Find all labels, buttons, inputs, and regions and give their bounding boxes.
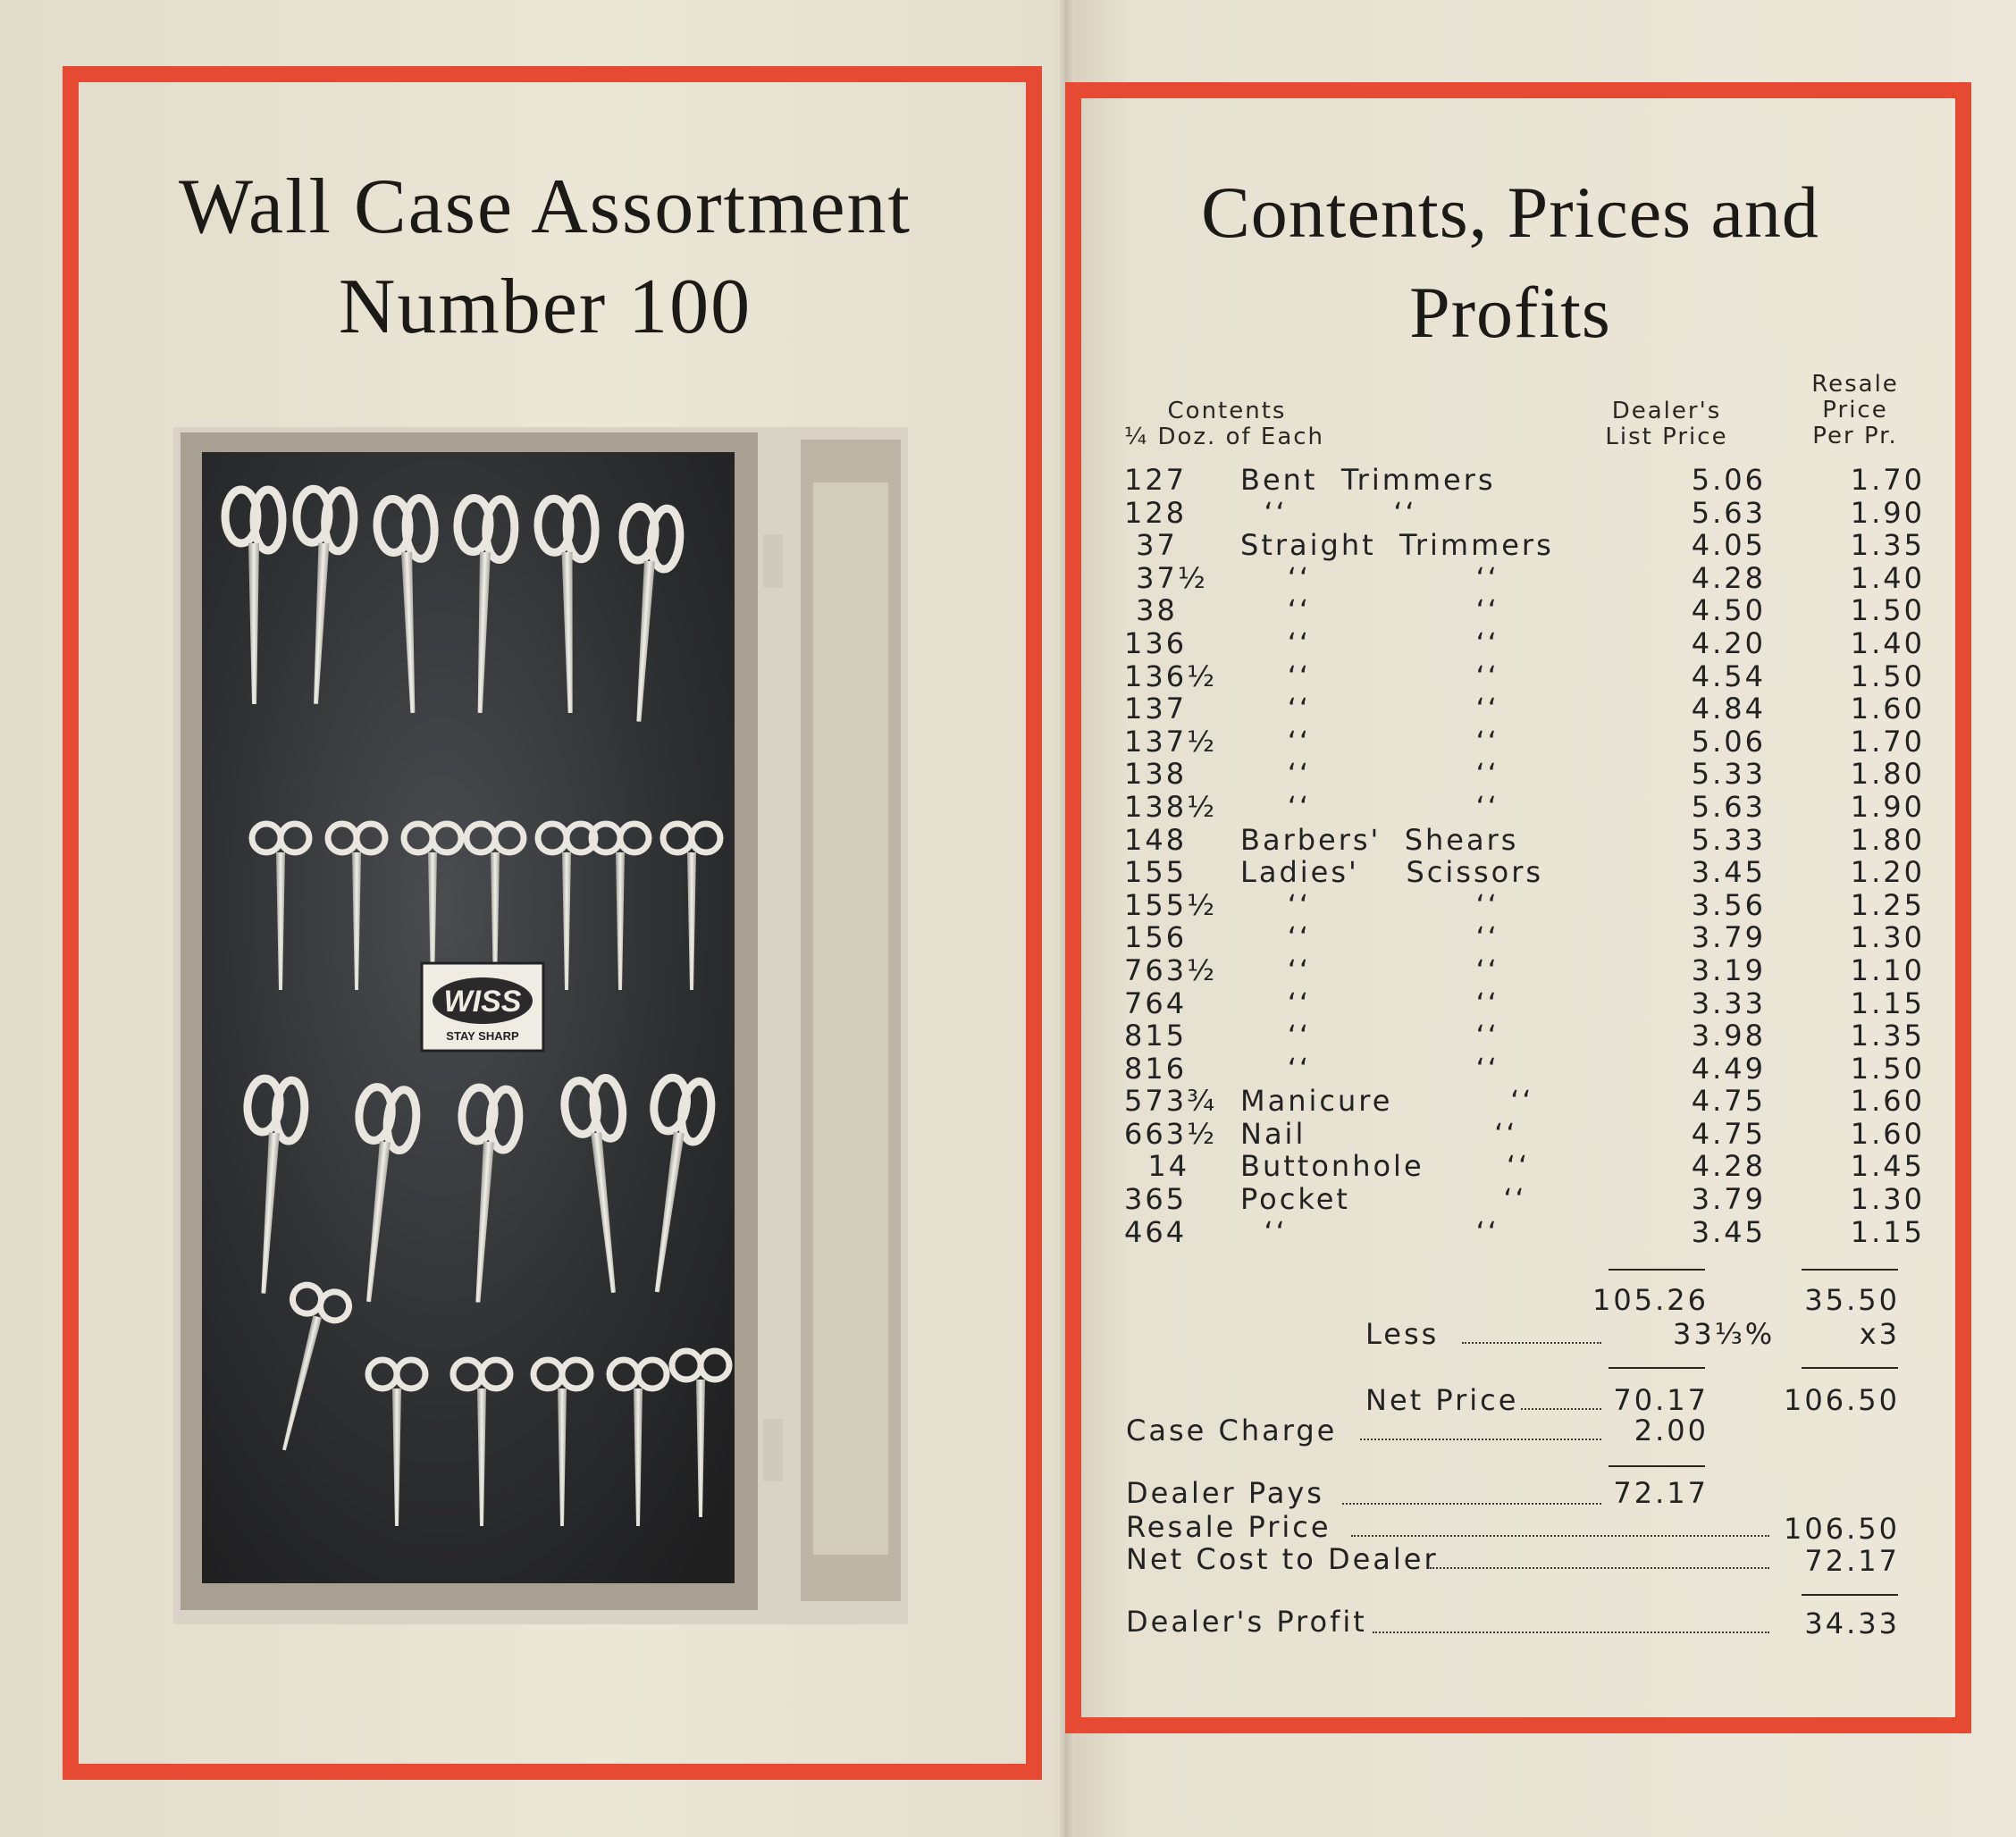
header-dealer-list-price — [1582, 398, 1751, 450]
resale-price: 1.40 — [1850, 560, 1925, 595]
item-number: 128 — [1124, 495, 1188, 530]
item-name: ‘‘ ‘‘ — [1240, 495, 1417, 530]
list-price: 4.05 — [1691, 528, 1766, 563]
table-row — [1124, 1117, 1928, 1150]
item-number: 137½ — [1124, 724, 1218, 759]
header-resale-price — [1784, 372, 1927, 449]
wall-case-photo — [173, 427, 908, 1624]
left-page-title — [116, 157, 974, 357]
list-price: 3.45 — [1691, 855, 1766, 890]
resale-total: 35.50 — [1804, 1283, 1900, 1317]
dot-leader — [1462, 1342, 1601, 1344]
item-name: ‘‘ ‘‘ — [1240, 625, 1499, 660]
resale-price: 1.35 — [1850, 528, 1925, 563]
dot-leader — [1373, 1631, 1769, 1633]
item-name: Ladies' Scissors — [1240, 855, 1544, 890]
item-number: 816 — [1124, 1051, 1188, 1086]
item-number: 136 — [1124, 625, 1188, 660]
table-row — [1124, 1052, 1928, 1085]
item-name: ‘‘ ‘‘ — [1240, 1019, 1499, 1053]
dot-leader — [1342, 1503, 1601, 1505]
logo-subtext: STAY SHARP — [446, 1029, 519, 1043]
list-price: 5.33 — [1691, 822, 1766, 857]
profit-value: 34.33 — [1804, 1606, 1900, 1640]
item-number: 136½ — [1124, 658, 1218, 693]
item-number: 14 — [1124, 1149, 1190, 1184]
less-value: 33⅓% — [1673, 1317, 1776, 1351]
item-name: ‘‘ ‘‘ — [1240, 920, 1499, 955]
table-row — [1124, 920, 1928, 953]
resale-price: 1.80 — [1850, 757, 1925, 792]
table-row — [1124, 986, 1928, 1019]
item-number: 155½ — [1124, 887, 1218, 922]
resale-price: 1.90 — [1850, 495, 1925, 530]
table-row — [1124, 659, 1928, 692]
item-name: ‘‘ ‘‘ — [1240, 789, 1499, 824]
table-row — [1124, 463, 1928, 496]
list-price: 3.45 — [1691, 1214, 1766, 1249]
table-row — [1124, 953, 1928, 986]
list-price: 3.19 — [1691, 952, 1766, 987]
rule-net-price — [1609, 1367, 1705, 1369]
item-name: ‘‘ ‘‘ — [1240, 757, 1499, 792]
table-row — [1124, 725, 1928, 758]
resale-price: 1.15 — [1850, 1214, 1925, 1249]
item-number: 764 — [1124, 986, 1188, 1020]
item-number: 815 — [1124, 1019, 1188, 1053]
dealer-pays-label: Dealer Pays — [1126, 1476, 1324, 1510]
resale-price-label: Resale Price — [1126, 1510, 1331, 1544]
resale-price: 1.45 — [1850, 1149, 1925, 1184]
item-name: Manicure ‘‘ — [1240, 1084, 1534, 1119]
rule-profit — [1802, 1594, 1898, 1596]
resale-price: 1.10 — [1850, 952, 1925, 987]
table-row — [1124, 528, 1928, 561]
list-price: 5.63 — [1691, 789, 1766, 824]
list-price: 4.84 — [1691, 692, 1766, 726]
rule-resale-total — [1802, 1269, 1898, 1271]
item-name: Nail ‘‘ — [1240, 1116, 1518, 1151]
table-row — [1124, 1182, 1928, 1215]
list-price: 4.54 — [1691, 658, 1766, 693]
list-total: 105.26 — [1592, 1283, 1709, 1317]
table-row — [1124, 888, 1928, 921]
resale-price: 1.15 — [1850, 986, 1925, 1020]
list-price: 4.75 — [1691, 1116, 1766, 1151]
list-price: 5.63 — [1691, 495, 1766, 530]
table-row — [1124, 855, 1928, 888]
resale-price: 1.30 — [1850, 920, 1925, 955]
item-name: ‘‘ ‘‘ — [1240, 658, 1499, 693]
resale-price: 1.90 — [1850, 789, 1925, 824]
item-number: 137 — [1124, 692, 1188, 726]
list-price: 3.33 — [1691, 986, 1766, 1020]
dealer-pays-value: 72.17 — [1613, 1476, 1709, 1510]
item-name: Buttonhole ‘‘ — [1240, 1149, 1531, 1184]
item-number: 148 — [1124, 822, 1188, 857]
dot-leader — [1430, 1567, 1769, 1569]
header-resale-line2: Price — [1822, 397, 1888, 424]
resale-price: 1.60 — [1850, 1084, 1925, 1119]
header-dealer-line1: Dealer's — [1611, 398, 1722, 424]
list-price: 5.33 — [1691, 757, 1766, 792]
list-price: 4.50 — [1691, 593, 1766, 628]
title-line-1: Wall Case Assortment — [179, 164, 911, 250]
list-price: 4.28 — [1691, 1149, 1766, 1184]
item-number: 37 — [1124, 528, 1178, 563]
resale-price: 1.30 — [1850, 1182, 1925, 1217]
item-name: ‘‘ ‘‘ — [1240, 887, 1499, 922]
resale-price: 1.50 — [1850, 658, 1925, 693]
list-price: 3.56 — [1691, 887, 1766, 922]
table-row — [1124, 1149, 1928, 1182]
resale-price: 1.60 — [1850, 692, 1925, 726]
header-contents-line1: Contents — [1167, 398, 1287, 424]
profit-label: Dealer's Profit — [1126, 1605, 1367, 1639]
net-cost-label: Net Cost to Dealer — [1126, 1542, 1439, 1576]
item-name: Pocket ‘‘ — [1240, 1182, 1527, 1217]
item-number: 763½ — [1124, 952, 1218, 987]
item-number: 663½ — [1124, 1116, 1218, 1151]
price-table — [1124, 463, 1928, 1247]
list-price: 4.49 — [1691, 1051, 1766, 1086]
less-label: Less — [1365, 1317, 1440, 1351]
list-price: 3.79 — [1691, 1182, 1766, 1217]
header-resale-line3: Per Pr. — [1812, 423, 1898, 449]
header-dealer-line2: List Price — [1605, 424, 1728, 450]
item-number: 138 — [1124, 757, 1188, 792]
item-number: 155 — [1124, 855, 1188, 890]
case-charge-label: Case Charge — [1126, 1413, 1338, 1447]
resale-price: 1.20 — [1850, 855, 1925, 890]
item-number: 138½ — [1124, 789, 1218, 824]
dot-leader — [1351, 1535, 1769, 1537]
item-name: ‘‘ ‘‘ — [1240, 560, 1499, 595]
resale-price: 1.70 — [1850, 724, 1925, 759]
item-name: ‘‘ ‘‘ — [1240, 1214, 1499, 1249]
item-number: 464 — [1124, 1214, 1188, 1249]
title-line-1: Contents, Prices and — [1201, 172, 1819, 253]
table-row — [1124, 692, 1928, 725]
item-number: 573¾ — [1124, 1084, 1218, 1119]
resale-price: 1.60 — [1850, 1116, 1925, 1151]
item-number: 365 — [1124, 1182, 1188, 1217]
right-page-title — [1162, 163, 1859, 363]
item-name: ‘‘ ‘‘ — [1240, 692, 1499, 726]
table-row — [1124, 561, 1928, 594]
times-value: x3 — [1859, 1317, 1900, 1351]
rule-dealer-pays — [1609, 1465, 1705, 1467]
item-number: 37½ — [1124, 560, 1208, 595]
table-row — [1124, 593, 1928, 626]
list-price: 5.06 — [1691, 724, 1766, 759]
resale-price: 1.80 — [1850, 822, 1925, 857]
list-price: 3.79 — [1691, 920, 1766, 955]
table-row — [1124, 757, 1928, 790]
table-row — [1124, 1084, 1928, 1117]
net-cost-value: 72.17 — [1804, 1544, 1900, 1578]
item-number: 38 — [1124, 593, 1178, 628]
item-number: 127 — [1124, 463, 1188, 497]
net-price-value: 70.17 — [1613, 1383, 1709, 1417]
title-line-2: Number 100 — [338, 264, 752, 350]
table-row — [1124, 496, 1928, 529]
item-number: 156 — [1124, 920, 1188, 955]
table-row — [1124, 790, 1928, 823]
resale-price-value: 106.50 — [1784, 1512, 1900, 1546]
list-price: 4.75 — [1691, 1084, 1766, 1119]
item-name: Straight Trimmers — [1240, 528, 1554, 563]
dot-leader — [1360, 1439, 1601, 1440]
list-price: 4.20 — [1691, 625, 1766, 660]
item-name: ‘‘ ‘‘ — [1240, 593, 1499, 628]
table-row — [1124, 1215, 1928, 1248]
table-row — [1124, 1019, 1928, 1052]
resale-price: 1.40 — [1850, 625, 1925, 660]
header-contents — [1124, 398, 1330, 450]
resale-price: 1.25 — [1850, 887, 1925, 922]
list-price: 3.98 — [1691, 1019, 1766, 1053]
table-row — [1124, 823, 1928, 856]
resale-net-value: 106.50 — [1784, 1383, 1900, 1417]
item-name: Barbers' Shears — [1240, 822, 1519, 857]
item-name: Bent Trimmers — [1240, 463, 1496, 497]
header-contents-line2: ¼ Doz. of Each — [1124, 424, 1325, 450]
rule-list-total — [1609, 1269, 1705, 1271]
list-price: 5.06 — [1691, 463, 1766, 497]
case-charge-value: 2.00 — [1634, 1413, 1709, 1447]
header-resale-line1: Resale — [1811, 371, 1899, 398]
item-name: ‘‘ ‘‘ — [1240, 724, 1499, 759]
logo-text: WISS — [443, 985, 522, 1019]
resale-price: 1.50 — [1850, 593, 1925, 628]
resale-price: 1.35 — [1850, 1019, 1925, 1053]
resale-price: 1.70 — [1850, 463, 1925, 497]
net-price-label: Net Price — [1365, 1383, 1519, 1417]
item-name: ‘‘ ‘‘ — [1240, 1051, 1499, 1086]
item-name: ‘‘ ‘‘ — [1240, 952, 1499, 987]
rule-resale-net — [1802, 1367, 1898, 1369]
list-price: 4.28 — [1691, 560, 1766, 595]
item-name: ‘‘ ‘‘ — [1240, 986, 1499, 1020]
title-line-2: Profits — [1409, 272, 1611, 353]
table-row — [1124, 626, 1928, 659]
resale-price: 1.50 — [1850, 1051, 1925, 1086]
